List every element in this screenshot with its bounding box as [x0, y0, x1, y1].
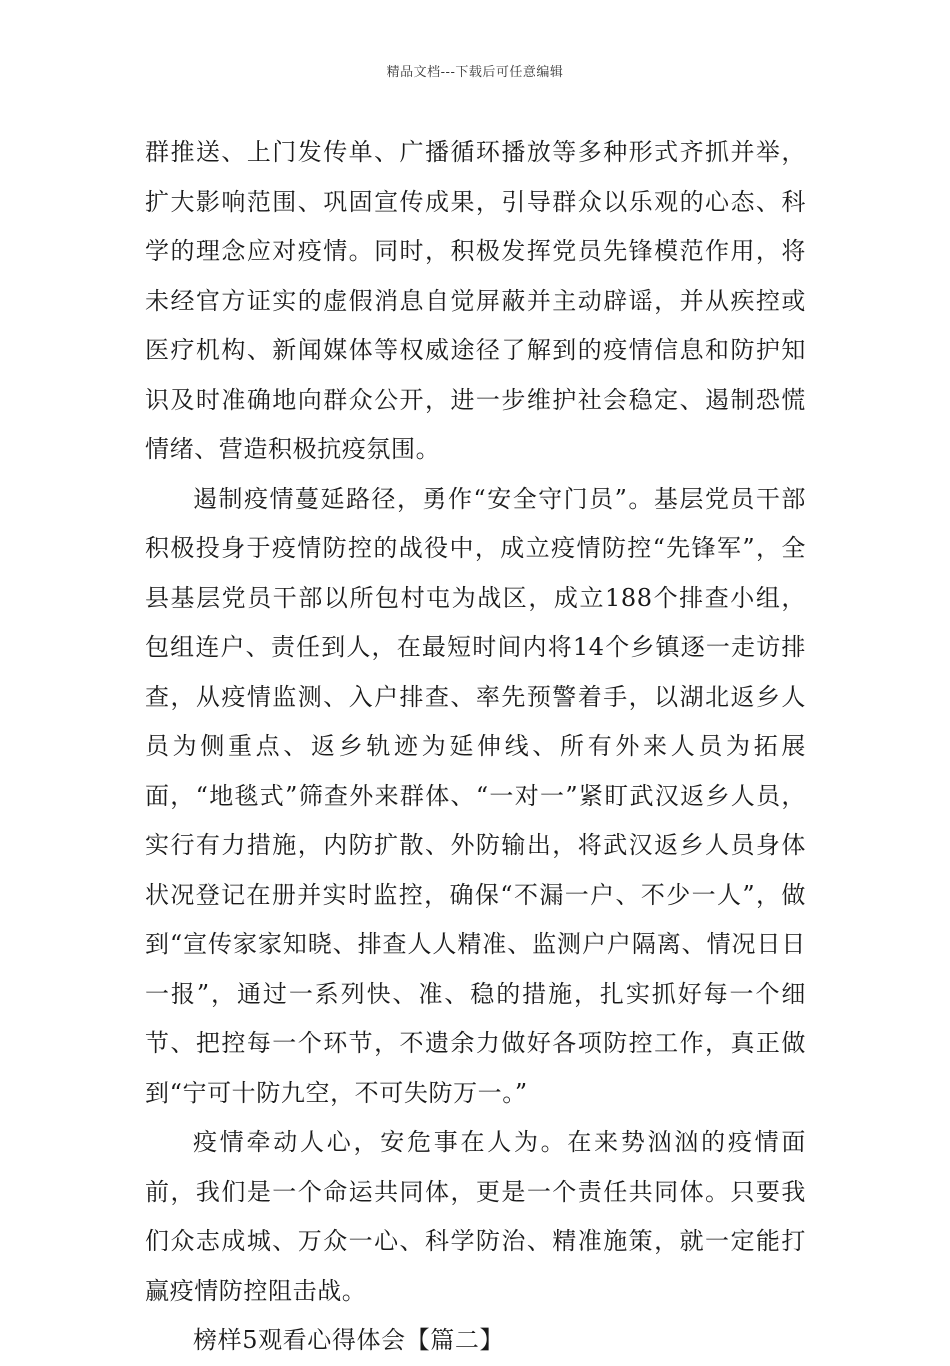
paragraph-epidemic-control: 遏制疫情蔓延路径，勇作“安全守门员”。基层党员干部积极投身于疫情防控的战役中，成立疫情防控“先锋军”，全县基层党员干部以所包村屯为战区，成立188个排查小组，包组连户、责任到人，在最短时间内将14个乡镇逐一走访排查，从疫情监测、入户排查、率先预警着手，以湖北返乡人员为侧重点、返乡轨迹为延伸线、所有外来人员为拓展面，“地毯式”筛查外来群体、“一对一”紧盯武汉返乡人员，实行有力措施，内防扩散、外防输出，将武汉返乡人员身体状况登记在册并实时监控，确保“不漏一户、不少一人”，做到“宣传家家知晓、排查人人精准、监测户户隔离、情况日日一报”，通过一系列快、准、稳的措施，扎实抓好每一个细节、把控每一个环节，不遗余力做好各项防控工作，真正做到“宁可十防九空，不可失防万一。”	[145, 484, 806, 1107]
paragraph-continued: 群推送、上门发传单、广播循环播放等多种形式齐抓并举，扩大影响范围、巩固宣传成果，引导群众以乐观的心态、科学的理念应对疫情。同时，积极发挥党员先锋模范作用，将未经官方证实的虚假消息自觉屏蔽并主动辟谣，并从疾控或医疗机构、新闻媒体等权威途径了解到的疫情信息和防护知识及时准确地向群众公开，进一步维护社会稳定、遏制恐慌情绪、营造积极抗疫氛围。	[145, 138, 806, 463]
document-body	[145, 128, 806, 1366]
section-heading: 榜样5观看心得体会【篇二】	[193, 1326, 505, 1354]
page-header: 精品文档---下载后可任意编辑	[386, 65, 564, 80]
paragraph-conclusion: 疫情牵动人心，安危事在人为。在来势汹汹的疫情面前，我们是一个命运共同体，更是一个责任共同体。只要我们众志成城、万众一心、科学防治、精准施策，就一定能打赢疫情防控阻击战。	[145, 1128, 806, 1305]
